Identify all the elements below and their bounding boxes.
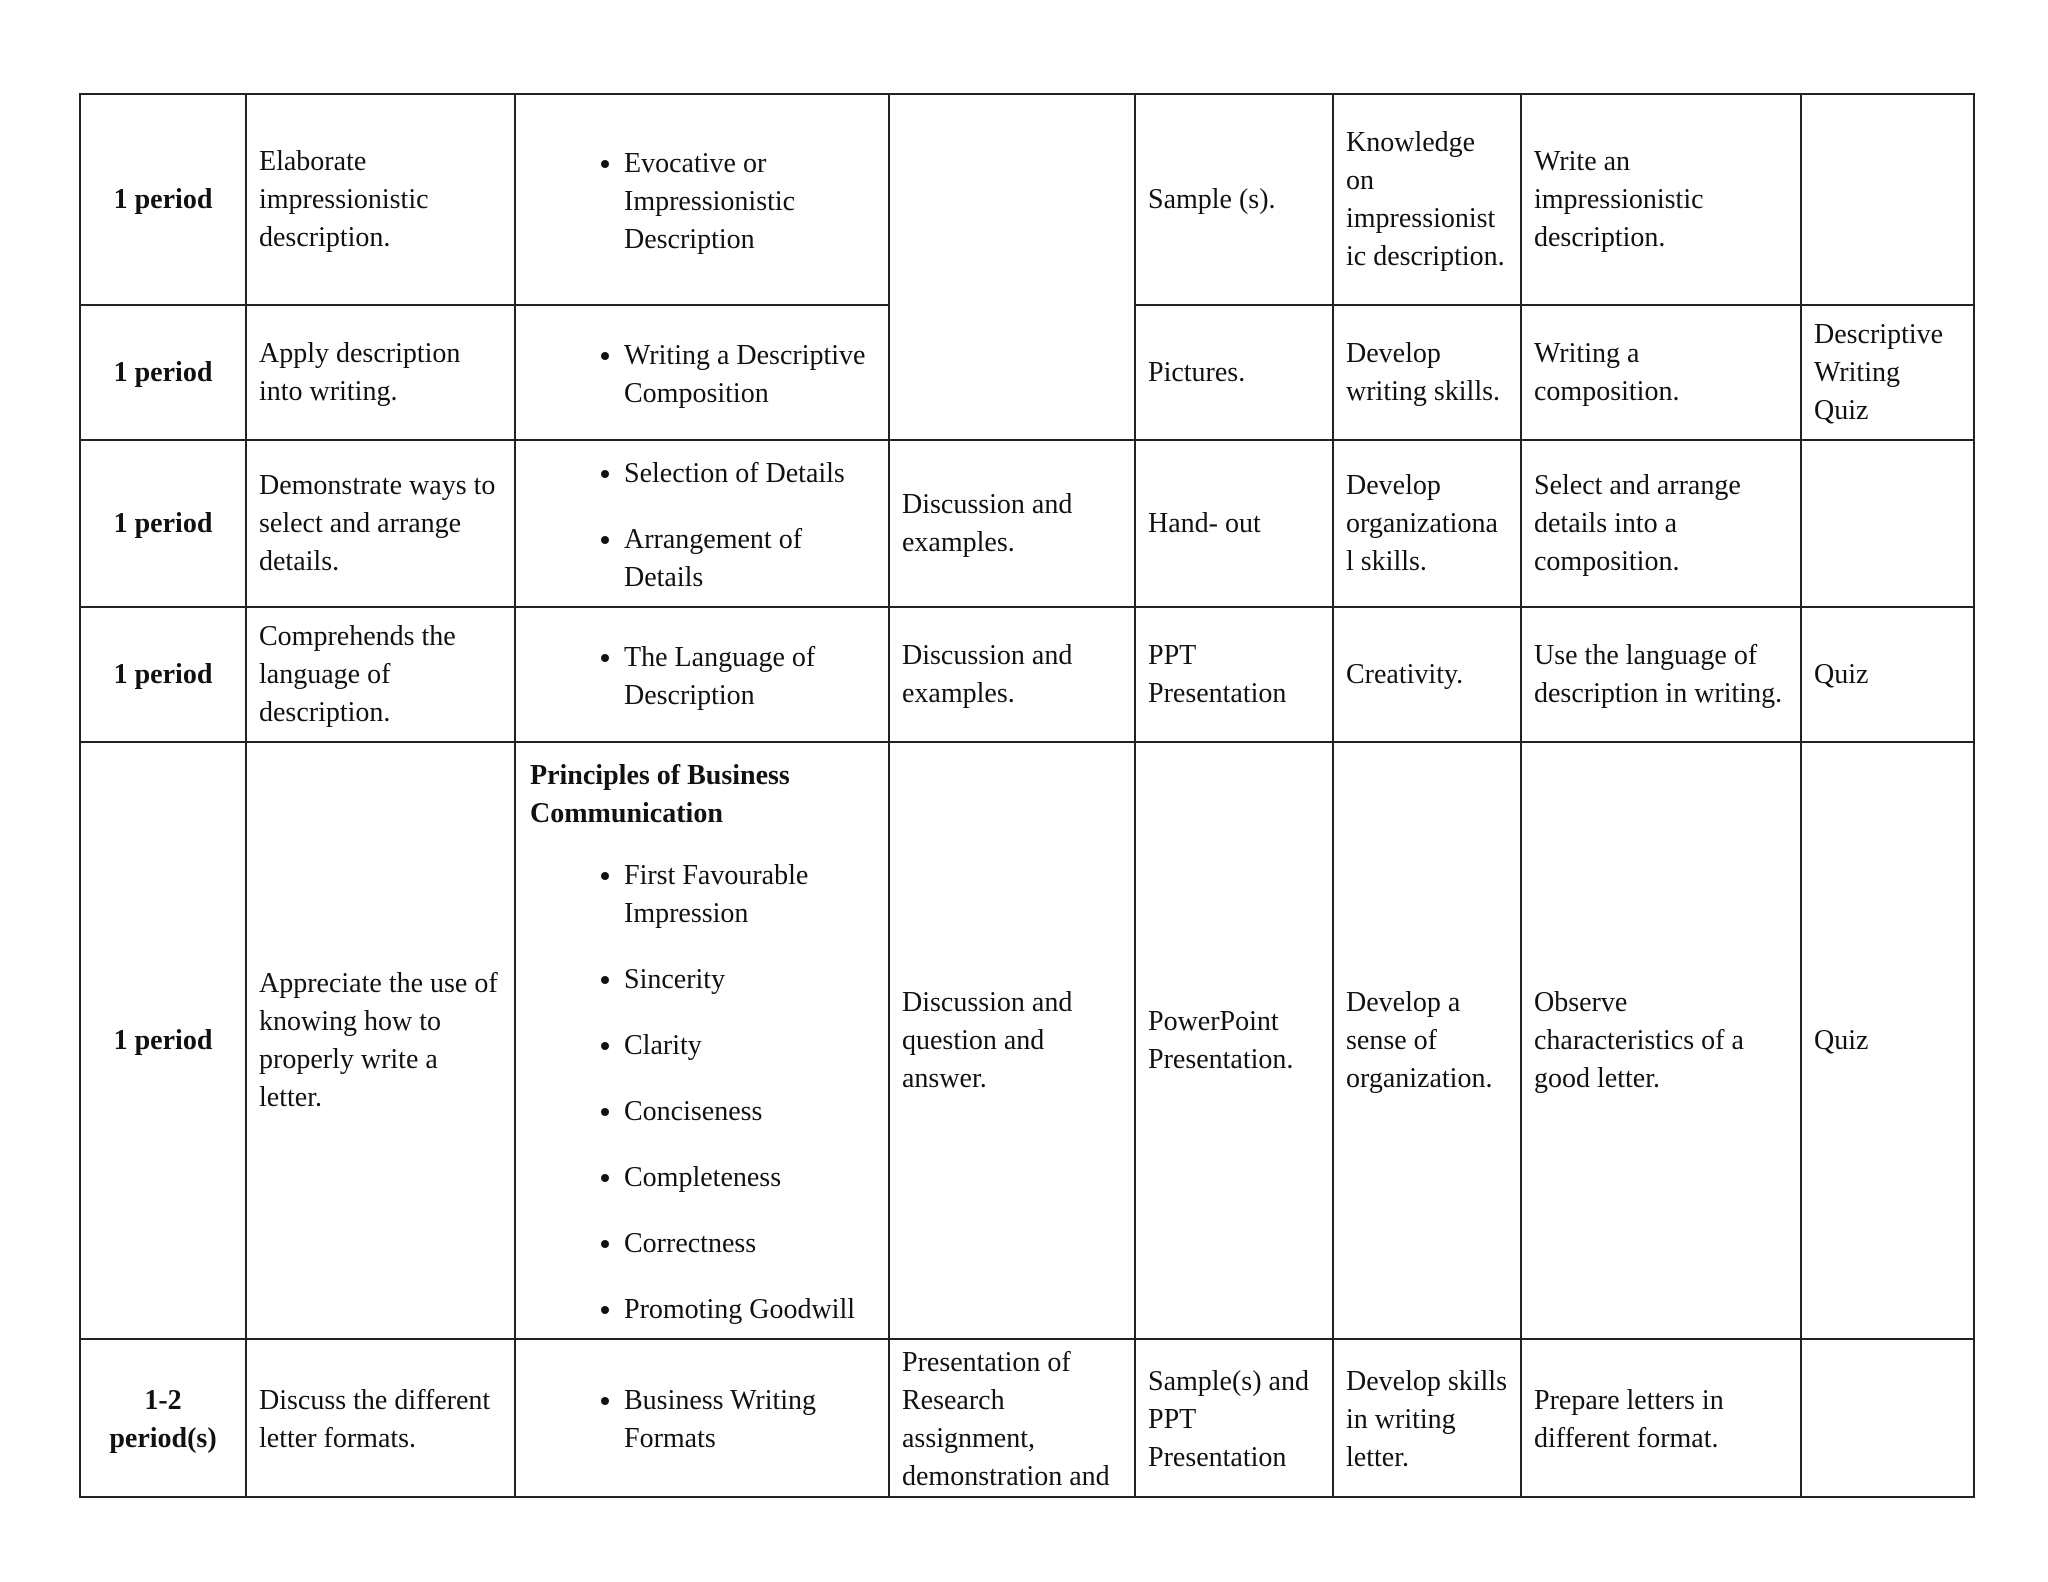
topic-item: • The Language of Description bbox=[624, 639, 876, 715]
materials-cell: Hand- out bbox=[1135, 440, 1333, 607]
topic-item: • Evocative or Impressionistic Description bbox=[624, 145, 876, 259]
materials-cell: PPT Presentation bbox=[1135, 607, 1333, 742]
materials-cell: Sample(s) and PPT Presentation bbox=[1135, 1339, 1333, 1497]
topic-item: • Selection of Details bbox=[624, 455, 876, 493]
objective-cell: Comprehends the language of description. bbox=[246, 607, 515, 742]
materials-cell: Pictures. bbox=[1135, 305, 1333, 440]
table-row bbox=[80, 1339, 1974, 1497]
values-cell: Creativity. bbox=[1333, 607, 1521, 742]
topic-item: • Writing a Descriptive Composition bbox=[624, 337, 876, 413]
activity-cell: Write an impressionistic description. bbox=[1521, 94, 1801, 305]
values-cell: Develop organizationa l skills. bbox=[1333, 440, 1521, 607]
topic-cell bbox=[515, 440, 889, 607]
activity-cell: Writing a composition. bbox=[1521, 305, 1801, 440]
objective-cell: Elaborate impressionistic description. bbox=[246, 94, 515, 305]
topic-item: • Clarity bbox=[624, 1027, 876, 1065]
topic-item: • Completeness bbox=[624, 1159, 876, 1197]
lesson-plan-table bbox=[79, 93, 1975, 1498]
table-row bbox=[80, 607, 1974, 742]
topic-item: • Arrangement of Details bbox=[624, 521, 876, 597]
topic-item: • First Favourable Impression bbox=[624, 857, 876, 933]
activity-cell: Use the language of description in writing. bbox=[1521, 607, 1801, 742]
period-cell: 1 period bbox=[80, 94, 246, 305]
period-cell: 1 period bbox=[80, 742, 246, 1339]
values-cell: Develop writing skills. bbox=[1333, 305, 1521, 440]
topic-item: • Business Writing Formats bbox=[624, 1382, 876, 1458]
table-row bbox=[80, 440, 1974, 607]
topic-cell bbox=[515, 1339, 889, 1497]
activity-cell: Prepare letters in different format. bbox=[1521, 1339, 1801, 1497]
assessment-cell bbox=[1801, 440, 1974, 607]
strategy-cell bbox=[889, 94, 1135, 440]
materials-cell: PowerPoint Presentation. bbox=[1135, 742, 1333, 1339]
assessment-cell bbox=[1801, 94, 1974, 305]
strategy-cell: Discussion and examples. bbox=[889, 440, 1135, 607]
strategy-cell: Discussion and examples. bbox=[889, 607, 1135, 742]
topic-cell bbox=[515, 305, 889, 440]
strategy-cell: Presentation of Research assignment, demonstration and bbox=[889, 1339, 1135, 1497]
period-cell: 1 period bbox=[80, 305, 246, 440]
activity-cell: Select and arrange details into a composition. bbox=[1521, 440, 1801, 607]
assessment-cell bbox=[1801, 1339, 1974, 1497]
topic-item: • Conciseness bbox=[624, 1093, 876, 1131]
table-row bbox=[80, 94, 1974, 305]
topic-cell bbox=[515, 607, 889, 742]
objective-cell: Appreciate the use of knowing how to properly write a letter. bbox=[246, 742, 515, 1339]
values-cell: Develop skills in writing letter. bbox=[1333, 1339, 1521, 1497]
topic-cell bbox=[515, 94, 889, 305]
assessment-cell: Descriptive Writing Quiz bbox=[1801, 305, 1974, 440]
table-row bbox=[80, 742, 1974, 1339]
assessment-cell: Quiz bbox=[1801, 607, 1974, 742]
topic-heading: Principles of Business Communication bbox=[530, 759, 790, 829]
objective-cell: Discuss the different letter formats. bbox=[246, 1339, 515, 1497]
period-cell: 1-2 period(s) bbox=[80, 1339, 246, 1497]
strategy-cell: Discussion and question and answer. bbox=[889, 742, 1135, 1339]
values-cell: Develop a sense of organization. bbox=[1333, 742, 1521, 1339]
period-cell: 1 period bbox=[80, 607, 246, 742]
assessment-cell: Quiz bbox=[1801, 742, 1974, 1339]
objective-cell: Apply description into writing. bbox=[246, 305, 515, 440]
topic-item: • Promoting Goodwill bbox=[624, 1291, 876, 1329]
topic-item: • Correctness bbox=[624, 1225, 876, 1263]
activity-cell: Observe characteristics of a good letter. bbox=[1521, 742, 1801, 1339]
period-cell: 1 period bbox=[80, 440, 246, 607]
topic-cell bbox=[515, 742, 889, 1339]
materials-cell: Sample (s). bbox=[1135, 94, 1333, 305]
values-cell: Knowledge on impressionist ic description. bbox=[1333, 94, 1521, 305]
topic-item: • Sincerity bbox=[624, 961, 876, 999]
objective-cell: Demonstrate ways to select and arrange details. bbox=[246, 440, 515, 607]
